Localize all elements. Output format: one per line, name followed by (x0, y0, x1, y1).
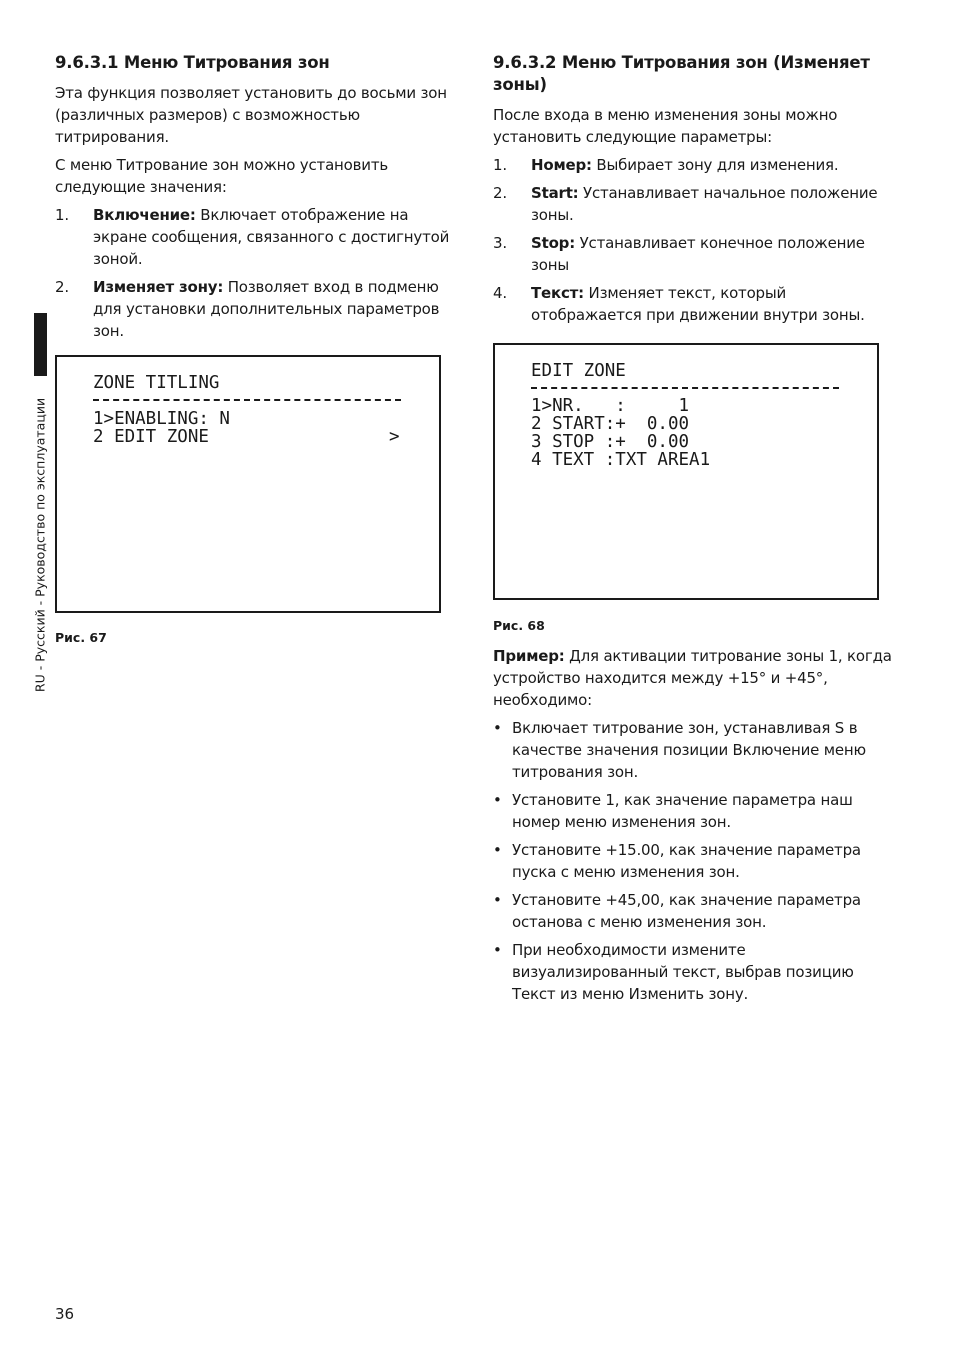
right-intro-paragraph: После входа в меню изменения зоны можно установить следующие параметры: (493, 106, 838, 146)
list-item (55, 276, 455, 342)
osd-separator (531, 387, 839, 389)
right-column (493, 52, 893, 332)
list-item-text: Позволяет вход в подменю для установки дополнительных параметров зон. (93, 278, 440, 340)
section-heading-9-6-3-2: 9.6.3.2 Меню Титрования зон (Изменяет зоны) (493, 53, 870, 94)
list-item-label: Текст: (531, 284, 584, 302)
list-item-text: При необходимости измените визуализированный текст, выбрав позицию Текст из меню Изменить зону. (512, 941, 854, 1003)
list-item (493, 789, 893, 833)
list-item-number: 4. (493, 284, 507, 302)
list-item (55, 204, 455, 270)
bullet-icon: • (493, 719, 502, 737)
figure-caption-67: Рис. 67 (55, 630, 107, 645)
list-item-text: Устанавливает начальное положение зоны. (531, 184, 878, 224)
list-item-number: 2. (493, 184, 507, 202)
osd-submenu-arrow-icon: > (389, 427, 400, 447)
left-intro-paragraph-2: С меню Титрование зон можно установить следующие значения: (55, 156, 389, 196)
list-item-text: Установите +15.00, как значение параметра пуска с меню изменения зон. (512, 841, 861, 881)
page-number: 36 (55, 1305, 75, 1323)
right-numbered-list (493, 154, 893, 326)
left-intro-paragraph-1: Эта функция позволяет установить до восьми зон (различных размеров) с возможностью титрирования. (55, 84, 447, 146)
bullet-icon: • (493, 841, 502, 859)
osd-screen-edit-zone (493, 343, 879, 600)
list-item (493, 889, 893, 933)
list-item (493, 839, 893, 883)
left-column (55, 52, 455, 348)
example-block (493, 645, 893, 1011)
list-item-text: Устанавливает конечное положение зоны (531, 234, 865, 274)
osd-title: EDIT ZONE (531, 361, 626, 381)
bullet-icon: • (493, 891, 502, 909)
osd-menu-item-text: 4 TEXT :TXT AREA1 (531, 450, 711, 470)
list-item-label: Start: (531, 184, 579, 202)
osd-title: ZONE TITLING (93, 373, 220, 393)
list-item-number: 1. (55, 206, 69, 224)
example-paragraph (493, 645, 893, 711)
list-item-number: 3. (493, 234, 507, 252)
list-item-label: Stop: (531, 234, 576, 252)
list-item (493, 154, 893, 176)
list-item-number: 1. (493, 156, 507, 174)
list-item-text: Установите 1, как значение параметра наш номер меню изменения зон. (512, 791, 853, 831)
list-item-text: Включает отображение на экране сообщения, связанного с достигнутой зоной. (93, 206, 450, 268)
example-text: Для активации титрование зоны 1, когда устройство находится между +15° и +45°, необходимо: (493, 647, 892, 709)
example-label: Пример: (493, 647, 565, 665)
list-item-label: Изменяет зону: (93, 278, 224, 296)
list-item-text: Включает титрование зон, устанавливая S в качестве значения позиции Включение меню титрования зон. (512, 719, 866, 781)
osd-separator (93, 399, 401, 401)
bullet-icon: • (493, 791, 502, 809)
figure-caption-68: Рис. 68 (493, 618, 545, 633)
osd-menu-item-start: 2 START:+ 0.00 (531, 414, 690, 434)
list-item-number: 2. (55, 278, 69, 296)
list-item (493, 282, 893, 326)
side-running-label: RU - Русский - Руководство по эксплуатации (32, 397, 48, 693)
list-item-text: Выбирает зону для изменения. (591, 156, 839, 174)
list-item-label: Номер: (531, 156, 592, 174)
side-tab-marker (34, 313, 47, 376)
section-heading-9-6-3-1: 9.6.3.1 Меню Титрования зон (55, 53, 330, 72)
list-item (493, 939, 893, 1005)
list-item (493, 717, 893, 783)
osd-menu-item-enabling: 1>ENABLING: N (93, 409, 230, 429)
list-item-text: Изменяет текст, который отображается при движении внутри зоны. (531, 284, 865, 324)
list-item-label: Включение: (93, 206, 196, 224)
list-item-text: Установите +45,00, как значение параметра останова с меню изменения зон. (512, 891, 861, 931)
list-item (493, 232, 893, 276)
left-numbered-list (55, 204, 455, 342)
bullet-icon: • (493, 941, 502, 959)
osd-menu-item-edit-zone: 2 EDIT ZONE (93, 427, 209, 447)
osd-screen-zone-titling (55, 355, 441, 613)
osd-menu-item-number: 1>NR. : 1 (531, 396, 690, 416)
list-item (493, 182, 893, 226)
example-bullet-list (493, 717, 893, 1005)
osd-menu-item-stop: 3 STOP :+ 0.00 (531, 432, 690, 452)
